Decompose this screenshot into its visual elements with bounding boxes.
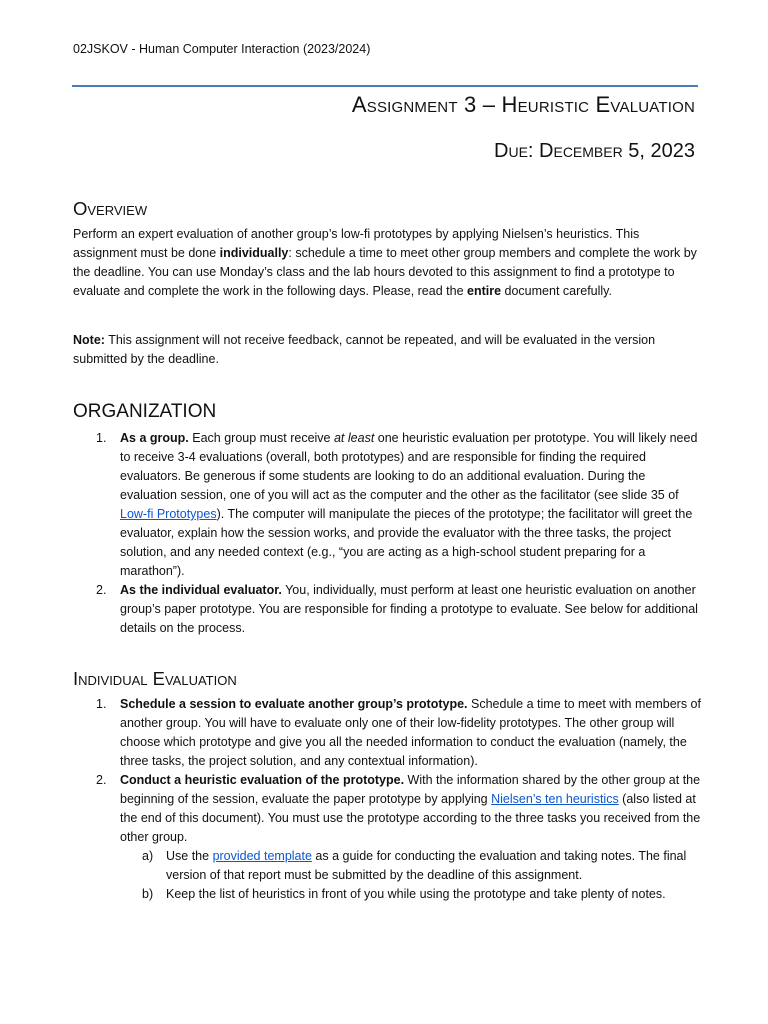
note-label: Note: — [73, 333, 105, 347]
list-item — [73, 581, 703, 638]
provided-template-link[interactable]: provided template — [212, 849, 312, 863]
individual-evaluation-heading: Individual Evaluation — [73, 668, 237, 689]
item-lead: As the individual evaluator. — [120, 583, 282, 597]
due-date: Due: December 5, 2023 — [494, 140, 695, 162]
list-item — [73, 695, 703, 771]
overview-text-2: : schedule a time to meet other group members and complete the work by the deadline. You can use Monday’s class and the lab hours devoted to this assignment to find a prototype to evaluate and complete the work in the following days. Please, read the — [73, 246, 697, 298]
note-paragraph — [73, 331, 703, 369]
list-item — [73, 771, 703, 847]
item-text: Keep the list of heuristics in front of you while using the prototype and take plenty of notes. — [166, 887, 666, 901]
sub-list-item — [73, 885, 703, 904]
item-text: You, individually, must perform at least one heuristic evaluation on another group’s paper prototype. You are responsible for finding a prototype to evaluate. See below for additional details on the process. — [120, 583, 698, 635]
organization-list — [73, 429, 703, 638]
item-lead: Conduct a heuristic evaluation of the prototype. — [120, 773, 405, 787]
overview-text-3: document carefully. — [501, 284, 612, 298]
list-number: 1. — [96, 431, 107, 445]
overview-bold-entire: entire — [467, 284, 502, 298]
item-lead: As a group. — [120, 431, 189, 445]
list-item — [73, 429, 703, 581]
overview-heading: Overview — [73, 198, 148, 219]
list-number: 2. — [96, 773, 107, 787]
course-header: 02JSKOV - Human Computer Interaction (2023/2024) — [73, 42, 371, 56]
sub-list-letter: a) — [142, 849, 154, 863]
overview-bold-individually: individually — [219, 246, 289, 260]
item-text: With the information shared by the other group at the beginning of the session, evaluate the paper prototype by applying — [120, 773, 701, 806]
note-text: This assignment will not receive feedback, cannot be repeated, and will be evaluated in the version submitted by the deadline. — [73, 333, 656, 366]
header-divider — [72, 85, 698, 87]
document-title: Assignment 3 – Heuristic Evaluation — [351, 92, 695, 117]
individual-evaluation-list — [73, 695, 703, 904]
item-text: as a guide for conducting the evaluation and taking notes. The final version of that report must be submitted by the deadline of this assignment. — [166, 849, 687, 882]
item-lead: Schedule a session to evaluate another group’s prototype. — [120, 697, 468, 711]
overview-paragraph — [73, 225, 703, 301]
overview-text-1: Perform an expert evaluation of another group’s low-fi prototypes by applying Nielsen’s heuristics. This assignment must be done — [73, 227, 640, 260]
organization-heading: ORGANIZATION — [73, 401, 217, 422]
list-number: 1. — [96, 697, 107, 711]
sub-list-item — [73, 847, 703, 885]
item-text: Use the — [166, 849, 213, 863]
item-text: Schedule a time to meet with members of another group. You will have to evaluate only one of their low-fidelity prototypes. The other group will choose which prototype and give you all the needed information to conduct the evaluation (namely, the three tasks, the project solution, and any contextual information). — [120, 697, 701, 768]
item-emphasis: at least — [333, 431, 375, 445]
item-text: Each group must receive — [188, 431, 334, 445]
item-text: one heuristic evaluation per prototype. You will likely need to receive 3-4 evaluations (overall, both prototypes) and are responsible for finding the required evaluators. Be generous if some students are looking to do an additional evaluation. During the evaluation session, one of you will act as the computer and the other as the facilitator (see slide 35 of — [120, 431, 698, 502]
item-text: ). The computer will manipulate the pieces of the prototype; the facilitator will greet the evaluator, explain how the session works, and provide the evaluator with the three tasks, the project solution, and any needed context (e.g., “you are acting as a high-school student preparing for a marathon”). — [120, 507, 693, 578]
lowfi-prototypes-link[interactable]: Low-fi Prototypes — [120, 507, 217, 521]
list-number: 2. — [96, 583, 107, 597]
sub-list-letter: b) — [142, 887, 154, 901]
nielsen-heuristics-link[interactable]: Nielsen’s ten heuristics — [491, 792, 619, 806]
item-text: (also listed at the end of this document). You must use the prototype according to the three tasks you received from the other group. — [120, 792, 701, 844]
